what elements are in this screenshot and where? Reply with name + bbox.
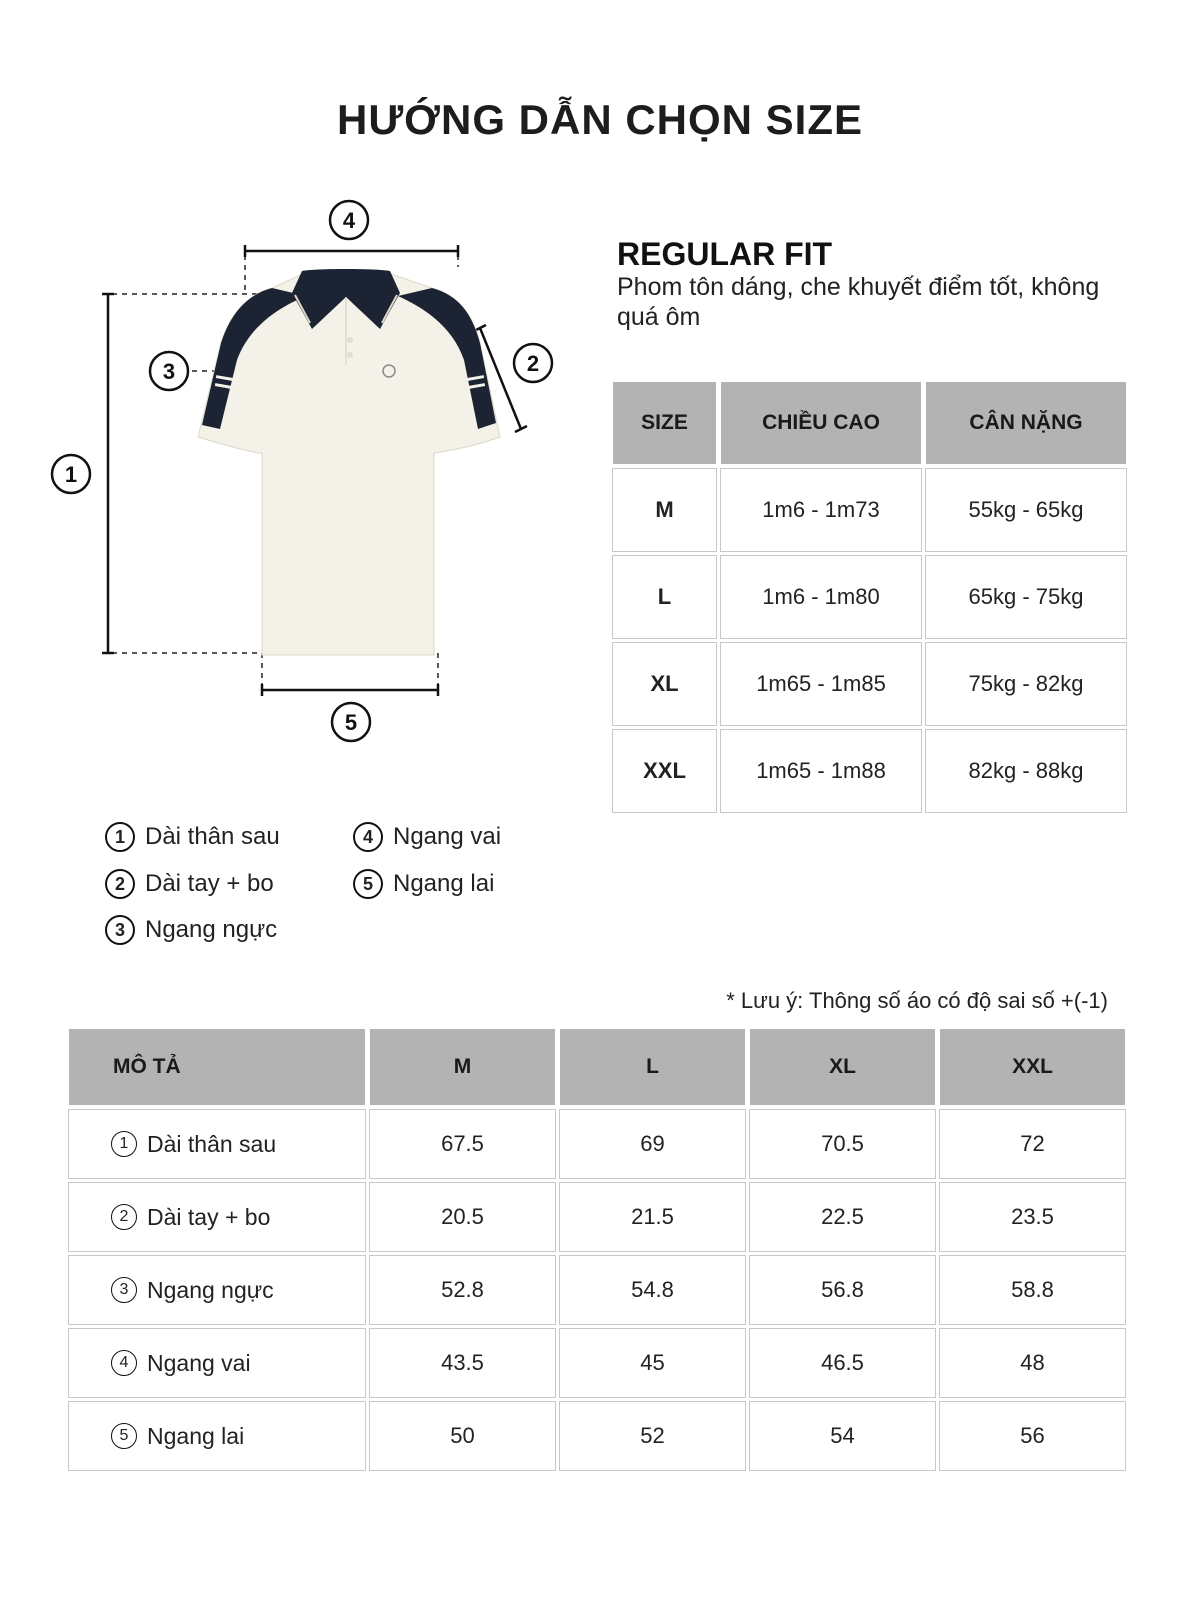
number-2-icon: 2 xyxy=(111,1204,137,1230)
header-size-xxl: XXL xyxy=(940,1029,1125,1105)
header-size-xl: XL xyxy=(750,1029,935,1105)
value-cell: 72 xyxy=(940,1110,1125,1178)
value-cell: 48 xyxy=(940,1329,1125,1397)
number-4-icon: 4 xyxy=(353,822,383,852)
svg-text:2: 2 xyxy=(526,351,540,376)
value-cell: 20.5 xyxy=(370,1183,555,1251)
marker-5-icon xyxy=(332,703,370,741)
table-row xyxy=(69,1256,1125,1324)
value-cell: 67.5 xyxy=(370,1110,555,1178)
number-2-icon: 2 xyxy=(105,869,135,899)
table-row xyxy=(613,643,1126,725)
svg-text:5: 5 xyxy=(344,710,358,735)
legend-label: Dài tay + bo xyxy=(145,870,274,897)
polo-shirt-illustration xyxy=(198,269,500,655)
weight-cell: 65kg - 75kg xyxy=(926,556,1126,638)
value-cell: 69 xyxy=(560,1110,745,1178)
size-cell: L xyxy=(613,556,716,638)
legend-label: Ngang vai xyxy=(393,823,502,850)
header-size-m: M xyxy=(370,1029,555,1105)
value-cell: 56 xyxy=(940,1402,1125,1470)
value-cell: 70.5 xyxy=(750,1110,935,1178)
measurement-table xyxy=(64,1024,1130,1475)
legend-item xyxy=(105,915,277,945)
description-label: Ngang lai xyxy=(147,1422,245,1449)
weight-cell: 75kg - 82kg xyxy=(926,643,1126,725)
svg-text:3: 3 xyxy=(162,359,176,384)
description-label: Dài tay + bo xyxy=(147,1203,271,1230)
value-cell: 54 xyxy=(750,1402,935,1470)
description-cell xyxy=(69,1329,365,1397)
value-cell: 58.8 xyxy=(940,1256,1125,1324)
value-cell: 46.5 xyxy=(750,1329,935,1397)
size-recommendation-table xyxy=(608,377,1131,817)
page-title: HƯỚNG DẪN CHỌN SIZE xyxy=(336,96,863,143)
description-label: Ngang vai xyxy=(147,1349,251,1376)
tolerance-note: * Lưu ý: Thông số áo có độ sai số +(-1) xyxy=(726,988,1108,1013)
description-label: Dài thân sau xyxy=(147,1130,277,1157)
marker-4-icon xyxy=(330,201,368,239)
value-cell: 21.5 xyxy=(560,1183,745,1251)
table-row xyxy=(613,730,1126,812)
description-cell xyxy=(69,1256,365,1324)
table-row xyxy=(69,1110,1125,1178)
header-weight: CÂN NẶNG xyxy=(926,382,1126,464)
height-cell: 1m65 - 1m88 xyxy=(721,730,921,812)
description-cell xyxy=(69,1110,365,1178)
header-height: CHIỀU CAO xyxy=(721,382,921,464)
number-1-icon: 1 xyxy=(111,1131,137,1157)
header-size-l: L xyxy=(560,1029,745,1105)
weight-cell: 82kg - 88kg xyxy=(926,730,1126,812)
value-cell: 43.5 xyxy=(370,1329,555,1397)
height-cell: 1m65 - 1m85 xyxy=(721,643,921,725)
legend-item xyxy=(353,869,494,899)
number-3-icon: 3 xyxy=(111,1277,137,1303)
number-5-icon: 5 xyxy=(111,1423,137,1449)
height-cell: 1m6 - 1m73 xyxy=(721,469,921,551)
shirt-measurement-diagram xyxy=(40,195,580,755)
fit-title: REGULAR FIT xyxy=(617,236,833,272)
table-row xyxy=(613,469,1126,551)
number-5-icon: 5 xyxy=(353,869,383,899)
height-cell: 1m6 - 1m80 xyxy=(721,556,921,638)
legend-label: Dài thân sau xyxy=(145,823,280,850)
value-cell: 56.8 xyxy=(750,1256,935,1324)
description-label: Ngang ngực xyxy=(147,1276,274,1303)
svg-text:4: 4 xyxy=(342,208,356,233)
value-cell: 45 xyxy=(560,1329,745,1397)
table-header-row xyxy=(613,382,1126,464)
size-cell: M xyxy=(613,469,716,551)
marker-3-icon xyxy=(150,352,188,390)
number-3-icon: 3 xyxy=(105,915,135,945)
header-size: SIZE xyxy=(613,382,716,464)
legend-item xyxy=(105,869,274,899)
table-row xyxy=(613,556,1126,638)
header-description: MÔ TẢ xyxy=(69,1029,365,1105)
value-cell: 50 xyxy=(370,1402,555,1470)
table-row xyxy=(69,1402,1125,1470)
legend-item xyxy=(353,822,501,852)
description-cell xyxy=(69,1402,365,1470)
size-cell: XXL xyxy=(613,730,716,812)
marker-1-icon xyxy=(52,455,90,493)
fit-description: Phom tôn dáng, che khuyết điểm tốt, không quá ôm xyxy=(617,273,1100,331)
value-cell: 54.8 xyxy=(560,1256,745,1324)
legend-item xyxy=(105,822,280,852)
weight-cell: 55kg - 65kg xyxy=(926,469,1126,551)
number-1-icon: 1 xyxy=(105,822,135,852)
value-cell: 23.5 xyxy=(940,1183,1125,1251)
legend-label: Ngang ngực xyxy=(145,916,278,943)
value-cell: 52 xyxy=(560,1402,745,1470)
size-cell: XL xyxy=(613,643,716,725)
value-cell: 52.8 xyxy=(370,1256,555,1324)
table-header-row xyxy=(69,1029,1125,1105)
number-4-icon: 4 xyxy=(111,1350,137,1376)
value-cell: 22.5 xyxy=(750,1183,935,1251)
legend-label: Ngang lai xyxy=(393,870,495,897)
description-cell xyxy=(69,1183,365,1251)
table-row xyxy=(69,1183,1125,1251)
svg-text:1: 1 xyxy=(64,462,78,487)
marker-2-icon xyxy=(514,344,552,382)
table-row xyxy=(69,1329,1125,1397)
